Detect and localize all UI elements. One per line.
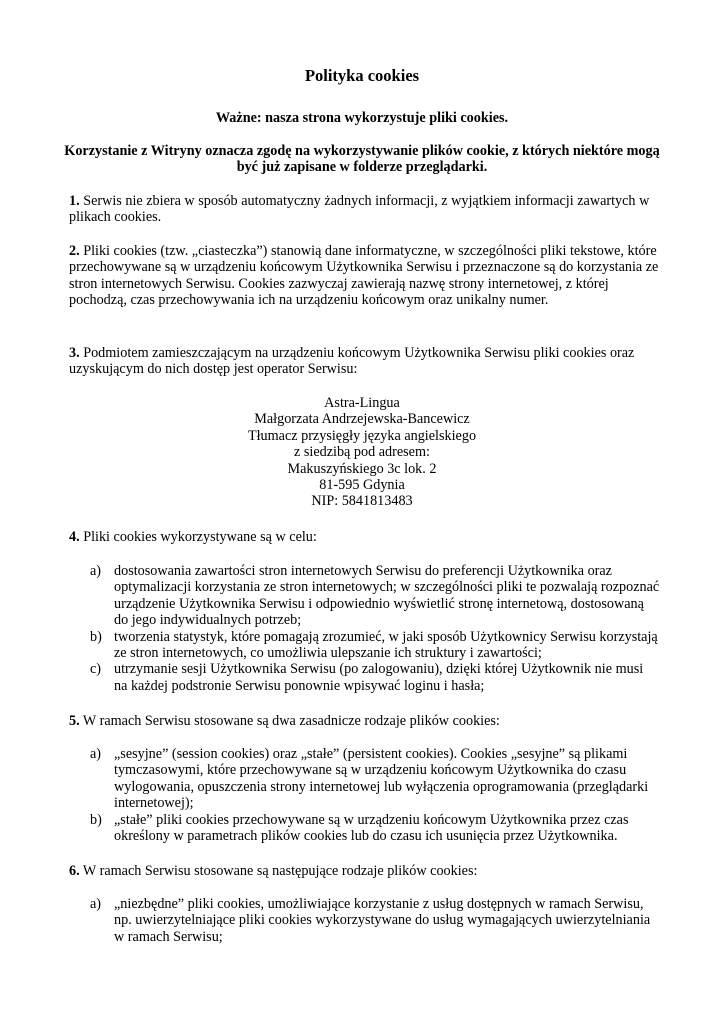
paragraph-2: [69, 243, 659, 309]
paragraph-number: 5.: [69, 713, 80, 729]
paragraph-number: 2.: [69, 243, 80, 259]
cookie-types-list: [90, 896, 660, 945]
list-marker: a): [90, 746, 102, 762]
paragraph-text: Pliki cookies wykorzystywane są w celu:: [79, 529, 317, 545]
list-item: [90, 812, 660, 845]
list-item: [90, 896, 660, 945]
list-item-text: „stałe” pliki cookies przechowywane są w urządzeniu końcowym Użytkownika przez czas określony w parametrach plików cookies lub do czasu ich usunięcia przez Użytkownika.: [114, 811, 629, 845]
list-item-text: dostosowania zawartości stron internetowych Serwisu do preferencji Użytkownika oraz optymalizacji korzystania ze stron internetowych; w szczególności pliki te pozwalają rozpoznać urządzenie Użytkownika Serwisu i odpowiednio wyświetlić stronę internetową, dostosowaną do jego indywidualnych potrzeb;: [114, 563, 660, 629]
address-line: Makuszyńskiego 3c lok. 2: [287, 460, 437, 477]
address-line: 81-595 Gdynia: [319, 476, 405, 493]
address-line: Małgorzata Andrzejewska-Bancewicz: [254, 411, 470, 428]
list-item-text: utrzymanie sesji Użytkownika Serwisu (po zalogowaniu), dzięki której Użytkownik nie musi na każdej podstronie Serwisu ponownie wpisywać loginu i hasła;: [114, 661, 644, 694]
cookie-kinds-list: [90, 746, 660, 844]
list-marker: a): [90, 896, 102, 912]
paragraph-4: [69, 529, 659, 545]
paragraph-5: [69, 713, 659, 729]
paragraph-number: 1.: [69, 193, 80, 209]
important-notice: Ważne: nasza strona wykorzystuje pliki cookies.: [215, 110, 509, 126]
list-item: [90, 629, 660, 662]
list-item-text: „sesyjne” (session cookies) oraz „stałe” (persistent cookies). Cookies „sesyjne” są plikami tymczasowymi, które przechowywane są w urządzeniu końcowym Użytkownika do czasu wylogowania, opuszczenia strony internetowej lub wyłączenia oprogramowania (przeglądarki internetowej);: [114, 746, 649, 812]
list-item: [90, 746, 660, 812]
list-item: [90, 661, 660, 694]
paragraph-text: Podmiotem zamieszczającym na urządzeniu końcowym Użytkownika Serwisu pliki cookies oraz uzyskującym do nich dostęp jest operator Serwisu:: [69, 345, 635, 378]
paragraph-text: W ramach Serwisu stosowane są następujące rodzaje plików cookies:: [79, 863, 478, 879]
address-line: Tłumacz przysięgły języka angielskiego: [247, 427, 477, 444]
list-item: [90, 563, 660, 629]
address-line: NIP: 5841813483: [311, 493, 413, 510]
list-item-text: „niezbędne” pliki cookies, umożliwiające korzystanie z usług dostępnych w ramach Serwisu, np. uwierzytelniające pliki cookies wykorzystywane do usług wymagających uwierzytelniania w ramach Serwisu;: [114, 896, 651, 945]
paragraph-text: Pliki cookies (tzw. „ciasteczka”) stanowią dane informatyczne, w szczególności pliki tekstowe, które przechowywane są w urządzeniu końcowym Użytkownika Serwisu i przeznaczone są do korzystania ze stron internetowych Serwisu. Cookies zazwyczaj zawierają nazwę strony internetowej, z której pochodzą, czas przechowywania ich na urządzeniu końcowym oraz unikalny numer.: [69, 243, 659, 309]
paragraph-number: 3.: [69, 345, 80, 361]
paragraph-number: 4.: [69, 529, 80, 545]
consent-notice: Korzystanie z Witryny oznacza zgodę na wykorzystywanie plików cookie, z których niektóre mogą być już zapisane w folderze przeglądarki.: [64, 143, 660, 176]
paragraph-6: [69, 863, 659, 879]
paragraph-text: Serwis nie zbiera w sposób automatyczny żadnych informacji, z wyjątkiem informacji zawartych w plikach cookies.: [69, 193, 650, 226]
paragraph-1: [69, 193, 659, 226]
list-marker: c): [90, 661, 102, 678]
address-line: Astra-Lingua: [324, 395, 400, 411]
paragraph-number: 6.: [69, 863, 80, 879]
operator-address: [0, 395, 724, 510]
purpose-list: [90, 563, 660, 694]
list-marker: b): [90, 811, 102, 828]
list-item-text: tworzenia statystyk, które pomagają zrozumieć, w jaki sposób Użytkownicy Serwisu korzystają ze stron internetowych, co umożliwia ulepszanie ich struktury i zawartości;: [114, 628, 658, 662]
paragraph-text: W ramach Serwisu stosowane są dwa zasadnicze rodzaje plików cookies:: [79, 713, 500, 729]
list-marker: a): [90, 563, 102, 579]
paragraph-3: [69, 345, 659, 378]
page-title: Polityka cookies: [304, 66, 420, 85]
list-marker: b): [90, 628, 102, 645]
address-line: z siedzibą pod adresem:: [294, 444, 430, 461]
